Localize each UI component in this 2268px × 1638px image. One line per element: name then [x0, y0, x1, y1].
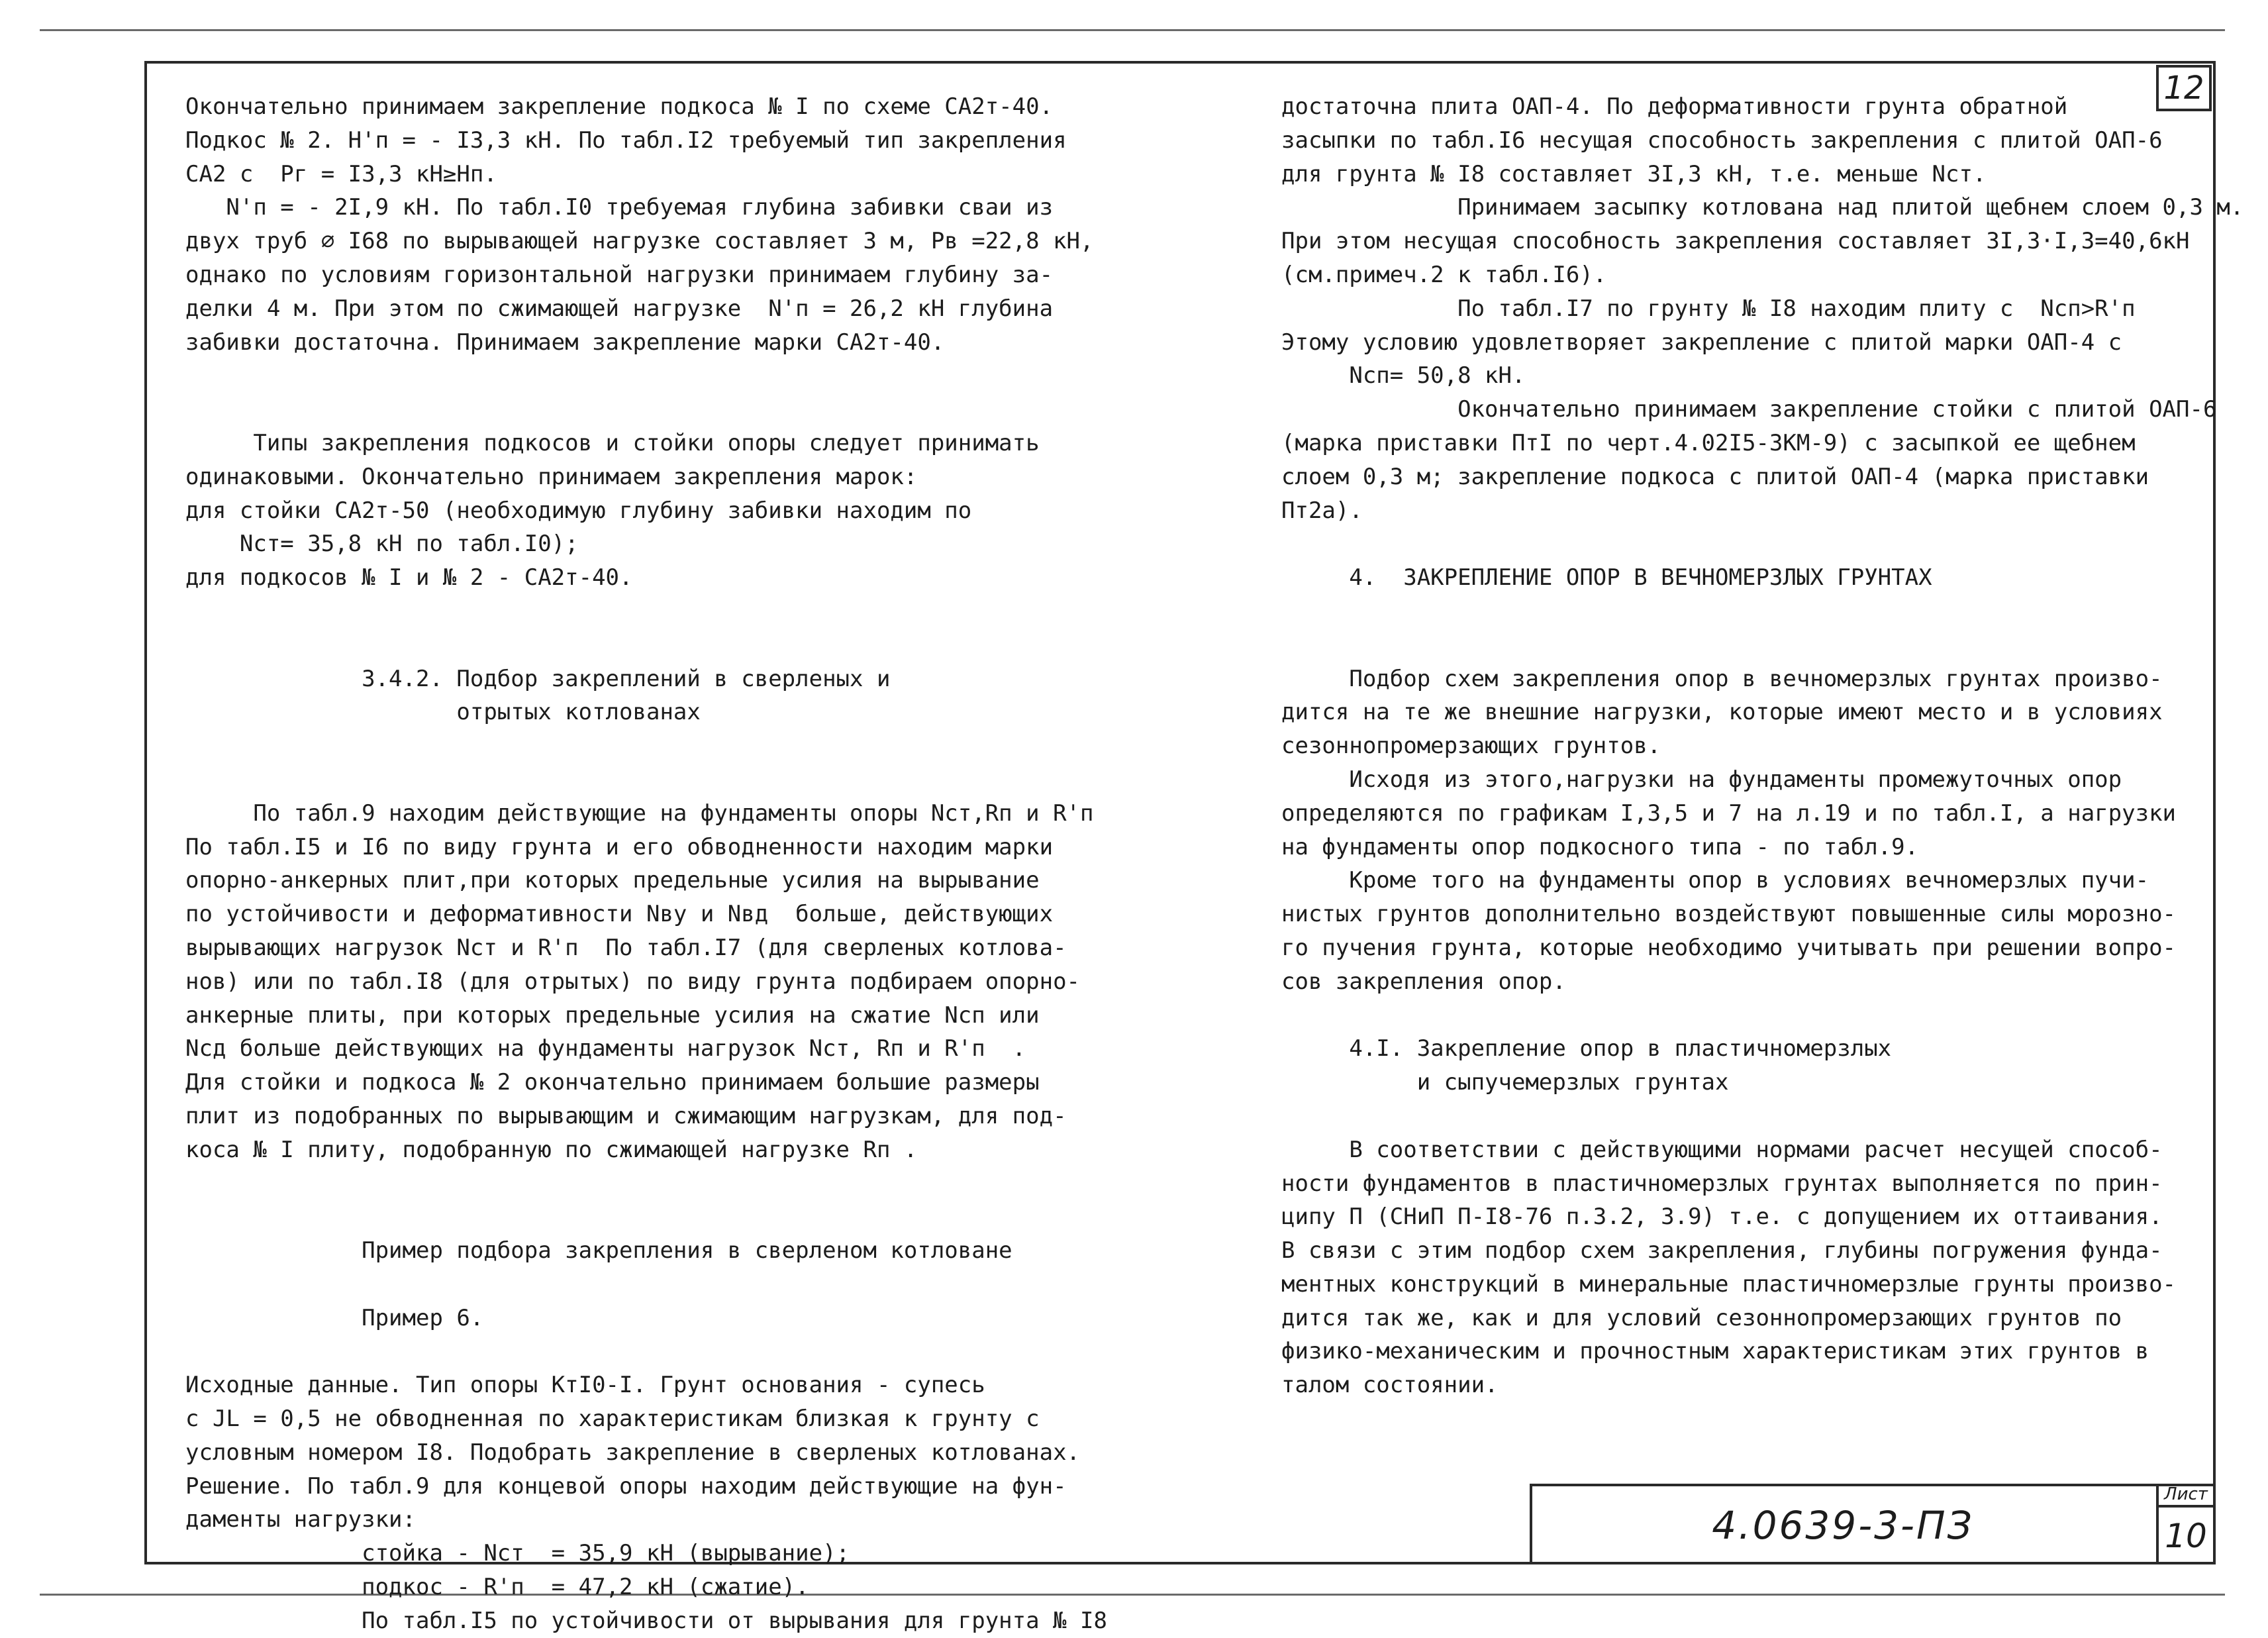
text-line: 4.I. Закрепление опор в пластичномерзлых [1281, 1035, 1892, 1062]
text-line [1281, 527, 2243, 561]
text-line: анкерные плиты, при которых предельные усилия на сжатие Nсп или [185, 1001, 1040, 1029]
text-line: для подкосов № I и № 2 - СА2т-40. [185, 564, 633, 591]
text-line: Окончательно принимаем закрепление подкоса № I по схеме СА2т-40. [185, 93, 1054, 120]
text-line: ности фундаментов в пластичномерзлых грунтах выполняется по прин- [1281, 1170, 2163, 1197]
text-line: сезоннопромерзающих грунтов. [1281, 733, 1661, 760]
text-line: Этому условию удовлетворяет закрепление с плитой марки ОАП-4 с [1281, 329, 2122, 356]
text-line: В связи с этим подбор схем закрепления, глубины погружения фунда- [1281, 1237, 2163, 1264]
text-line: засыпки по табл.I6 несущая способность закрепления с плитой ОАП-6 [1281, 127, 2163, 154]
text-line: талом состоянии. [1281, 1372, 1499, 1399]
text-line: слоем 0,3 м; закрепление подкоса с плитой ОАП-4 (марка приставки [1281, 463, 2149, 490]
text-line [185, 729, 1107, 763]
right-text-column [1281, 90, 2243, 1402]
text-line: нов) или по табл.I8 (для отрытых) по виду грунта подбираем опорно- [185, 968, 1081, 995]
text-line [1281, 595, 2243, 629]
text-line: дится на те же внешние нагрузки, которые имеют место и в условиях [1281, 699, 2163, 726]
text-line: (марка приставки ПтI по черт.4.02I5-3КМ-9) с засыпкой ее щебнем [1281, 429, 2136, 456]
text-line: Типы закрепления подкосов и стойки опоры следует принимать [185, 429, 1040, 456]
text-line: Пример подбора закрепления в сверленом котловане [185, 1237, 1012, 1264]
text-line: забивки достаточна. Принимаем закрепление марки СА2т-40. [185, 329, 945, 356]
text-line: В соответствии с действующими нормами расчет несущей способ- [1281, 1136, 2163, 1163]
text-line: При этом несущая способность закрепления составляет 3I,3·I,3=40,6кН [1281, 228, 2190, 255]
text-line: делки 4 м. При этом по сжимающей нагрузке N'п = 26,2 кН глубина [185, 295, 1054, 322]
text-line: Окончательно принимаем закрепление стойки с плитой ОАП-6 [1281, 396, 2217, 423]
text-line: ципу П (СНиП П-I8-76 п.3.2, 3.9) т.е. с допущением их оттаивания. [1281, 1203, 2163, 1231]
text-line: По табл.I7 по грунту № I8 находим плиту с Nсп>R'п [1281, 295, 2136, 322]
text-line: Подкос № 2. H'п = - I3,3 кН. По табл.I2 требуемый тип закрепления [185, 127, 1067, 154]
text-line: отрытых котлованах [185, 699, 701, 726]
text-line [185, 763, 1107, 797]
text-line: одинаковыми. Окончательно принимаем закрепления марок: [185, 463, 918, 490]
text-line: условным номером I8. Подобрать закрепление в сверленых котлованах. [185, 1439, 1081, 1466]
left-text-column [185, 90, 1107, 1638]
text-line: Nст= 35,8 кН по табл.I0); [185, 531, 579, 558]
document-code: 4.0639-3-ПЗ [1712, 1503, 1974, 1548]
text-line: с JL = 0,5 не обводненная по характеристикам близкая к грунту с [185, 1406, 1040, 1433]
text-line: по устойчивости и деформативности Nву и Nвд больше, действующих [185, 901, 1054, 928]
text-line [1281, 1100, 2243, 1133]
text-line: Для стойки и подкоса № 2 окончательно принимаем большие размеры [185, 1069, 1040, 1096]
text-line: даменты нагрузки: [185, 1506, 416, 1533]
text-line: физико-механическим и прочностным характеристикам этих грунтов в [1281, 1338, 2149, 1365]
sheet-label: Лист [2156, 1484, 2216, 1508]
text-line: го пучения грунта, которые необходимо учитывать при решении вопро- [1281, 934, 2177, 961]
text-line: По табл.I5 и I6 по виду грунта и его обводненности находим марки [185, 833, 1054, 860]
text-line: для стойки СА2т-50 (необходимую глубину забивки находим по [185, 497, 972, 524]
text-line [185, 1335, 1107, 1368]
sheet-number-box: 12 [2156, 65, 2212, 111]
text-line: N'п = - 2I,9 кН. По табл.I0 требуемая глубина забивки сваи из [185, 194, 1054, 221]
text-line: Принимаем засыпку котлована над плитой щебнем слоем 0,3 м. [1281, 194, 2244, 221]
text-line: достаточна плита ОАП-4. По деформативности грунта обратной [1281, 93, 2068, 120]
text-line: Кроме того на фундаменты опор в условиях вечномерзлых пучи- [1281, 867, 2149, 894]
text-line [185, 359, 1107, 393]
text-line: Исходя из этого,нагрузки на фундаменты промежуточных опор [1281, 766, 2122, 793]
text-line: коса № I плиту, подобранную по сжимающей нагрузке Rп . [185, 1136, 918, 1163]
text-line: (см.примеч.2 к табл.I6). [1281, 261, 1607, 288]
text-line: вырывающих нагрузок Nст и R'п По табл.I7 (для сверленых котлова- [185, 934, 1067, 961]
text-line: нистых грунтов дополнительно воздействуют повышенные силы морозно- [1281, 901, 2177, 928]
text-line [185, 1167, 1107, 1201]
text-line: опорно-анкерных плит,при которых предельные усилия на вырывание [185, 867, 1040, 894]
text-line: дится так же, как и для условий сезоннопромерзающих грунтов по [1281, 1304, 2122, 1331]
text-line: Подбор схем закрепления опор в вечномерзлых грунтах произво- [1281, 665, 2163, 692]
text-line [185, 1268, 1107, 1302]
text-line: СА2 с Pг = I3,3 кН≥Hп. [185, 160, 497, 187]
text-line [1281, 999, 2243, 1033]
text-line: Пример 6. [185, 1304, 484, 1331]
text-line: определяются по графикам I,3,5 и 7 на л.19 и по табл.I, а нагрузки [1281, 799, 2177, 827]
text-line: сов закрепления опор. [1281, 968, 1566, 995]
text-line [185, 393, 1107, 427]
text-line [185, 595, 1107, 629]
text-line [1281, 629, 2243, 662]
text-line: на фундаменты опор подкосного типа - по табл.9. [1281, 833, 1919, 860]
text-line: Nсд больше действующих на фундаменты нагрузок Nст, Rп и R'п . [185, 1035, 1026, 1062]
text-line: 4. ЗАКРЕПЛЕНИЕ ОПОР В ВЕЧНОМЕРЗЛЫХ ГРУНТАХ [1281, 564, 1932, 591]
text-line: Исходные данные. Тип опоры КтI0-I. Грунт основания - супесь [185, 1372, 985, 1399]
text-line: 3.4.2. Подбор закреплений в сверленых и [185, 665, 891, 692]
text-line [185, 1200, 1107, 1234]
text-line: и сыпучемерзлых грунтах [1281, 1069, 1729, 1096]
top-rule [40, 29, 2225, 31]
text-line: двух труб ∅ I68 по вырывающей нагрузке составляет 3 м, Pв =22,8 кН, [185, 228, 1094, 255]
text-line [185, 629, 1107, 662]
text-line: По табл.9 находим действующие на фундаменты опоры Nст,Rп и R'п [185, 799, 1094, 827]
text-line: стойка - Nст = 35,9 кН (вырывание); [185, 1540, 850, 1567]
text-line: Решение. По табл.9 для концевой опоры находим действующие на фун- [185, 1472, 1067, 1500]
text-line: По табл.I5 по устойчивости от вырывания для грунта № I8 [185, 1607, 1107, 1634]
text-line: для грунта № I8 составляет 3I,3 кН, т.е. меньше Nст. [1281, 160, 1987, 187]
text-line: ментных конструкций в минеральные пластичномерзлые грунты произво- [1281, 1270, 2177, 1298]
text-line: однако по условиям горизонтальной нагрузки принимаем глубину за- [185, 261, 1054, 288]
text-line: Пт2а). [1281, 497, 1363, 524]
text-line: подкос - R'п = 47,2 кН (сжатие). [185, 1574, 809, 1601]
text-line: Nсп= 50,8 кН. [1281, 362, 1526, 389]
text-line: плит из подобранных по вырывающим и сжимающим нагрузкам, для под- [185, 1102, 1067, 1129]
sheet-value: 10 [2165, 1517, 2207, 1555]
